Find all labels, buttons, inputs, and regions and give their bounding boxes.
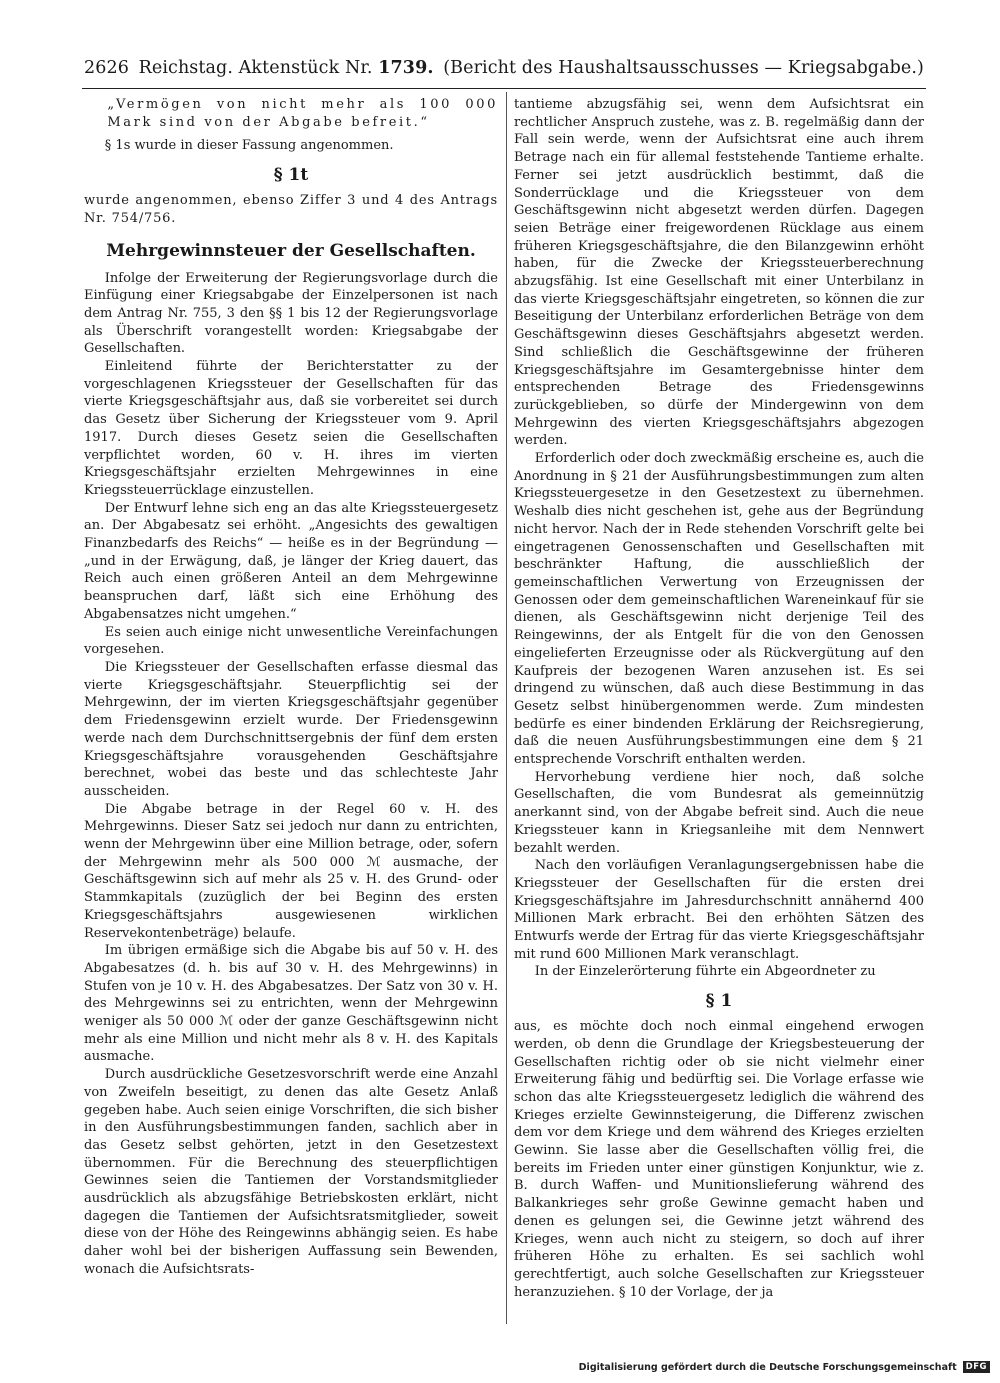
right-paragraph: Nach den vorläufigen Veranlagungsergebnissen habe die Kriegssteuer der Gesellschaften für die ersten drei Kriegsgeschäftsjahre im Jahresdurchschnitt annähernd 400 Millionen Mark erbracht. Bei den erhöhten Sätzen des Entwurfs werde der Ertrag für das vierte Kriegsgeschäftsjahr mit rund 600 Millionen Mark veranschlagt. xyxy=(514,858,924,962)
publication-label: Reichstag. Aktenstück Nr. xyxy=(138,58,373,78)
right-paragraph: tantieme abzugsfähig sei, wenn dem Aufsichtsrat ein rechtlicher Anspruch zustehe, was z. B. regelmäßig dann der Fall sein werde, wenn der Aufsichtsrat eine auch ihrem Betrage nach ein für allemal feststehende Tantieme erhalte. Ferner sei jetzt ausdrücklich bestimmt, daß die Sonderrücklage und die Kriegssteuer von dem Geschäftsgewinn nicht abgesetzt werden dürfen. Dagegen seien Beträge einer freigewordenen Rücklage aus einem früheren Kriegsgeschäftsjahre, die den Bilanzgewinn erhöht haben, für die Zwecke der Kriegssteuerberechnung abzugsfähig. Ist eine Gesellschaft mit einer Unterbilanz in das vierte Kriegsgeschäftsjahr eingetreten, so können die zur Beseitigung der Unterbilanz erforderlichen Beträge von dem Geschäftsgewinn dieses Geschäftsjahrs abgesetzt werden. Sind schließlich die Geschäftsgewinne der früheren Kriegsgeschäftsjahre im Gesamtergebnisse hinter dem entsprechenden Betrage des Friedensgewinns zurückgeblieben, so dürfe der Mindergewinn von dem Mehrgewinn des vierten Kriegsgeschäftsjahrs abgezogen werden. xyxy=(514,97,924,449)
footer-text: Digitalisierung gefördert durch die Deutsche Forschungsgemeinschaft xyxy=(578,1361,957,1373)
report-title: (Bericht des Haushaltsausschusses — Kriegsabgabe.) xyxy=(443,58,924,78)
paragraph-1t: wurde angenommen, ebenso Ziffer 3 und 4 des Antrags Nr. 754/756. xyxy=(84,193,498,226)
left-paragraph: Die Kriegssteuer der Gesellschaften erfasse diesmal das vierte Kriegsgeschäftsjahr. Steuerpflichtig sei der Mehrgewinn, der im vierten Kriegsgeschäftsjahr gegenüber dem Friedensgewinn erzielt wurde. Der Friedensgewinn werde nach dem Durchschnittsergebnis der fünf dem ersten Kriegsgeschäftsjahre vorausgehenden Geschäftsjahre berechnet, wobei das beste und das schlechteste Jahr ausscheiden. xyxy=(84,659,498,799)
left-column xyxy=(84,96,498,1279)
footer-credit xyxy=(579,1361,990,1373)
header-rule xyxy=(82,88,926,89)
document-number: 1739. xyxy=(378,58,434,78)
left-paragraph: Der Entwurf lehne sich eng an das alte Kriegssteuergesetz an. Der Abgabesatz sei erhöht. „Angesichts des gewaltigen Finanzbedarfs des Reichs“ — heiße es in der Begründung — „und in der Erwägung, daß, je länger der Krieg dauert, das Reich auch einen größeren Anteil an dem Mehrgewinne beanspruchen darf, läßt sich eine Erhöhung des Abgabensatzes nicht umgehen.“ xyxy=(84,500,498,622)
left-paragraph: Es seien auch einige nicht unwesentliche Vereinfachungen vorgesehen. xyxy=(84,624,498,658)
right-paragraph: Erforderlich oder doch zweckmäßig erscheine es, auch die Anordnung in § 21 der Ausführungsbestimmungen zum alten Kriegssteuergesetze in den Gesetzestext zu übernehmen. Weshalb dies nicht geschehen ist, gehe aus der Begründung nicht hervor. Nach der in Rede stehenden Vorschrift gelte bei eingetragenen Genossenschaften und Gesellschaften mit beschränkter Haftung, die ausschließlich der gemeinschaftlichen Verwertung von Erzeugnissen der Genossen oder dem gemeinschaftlichen Wareneinkauf für sie dienen, als Geschäftsgewinn nicht derjenige Teil des Reingewinns, der als Entgelt für die von den Genossen eingelieferten Erzeugnisse oder als Rückvergütung auf den Kaufpreis der bezogenen Waren anzusehen ist. Es sei dringend zu wünschen, daß auch diese Bestimmung in das Gesetz selbst hinübergenommen werde. Zum mindesten bedürfe es einer bindenden Erklärung der Reichsregierung, daß die neuen Ausführungsbestimmungen eine dem § 21 entsprechende Vorschrift enthalten werden. xyxy=(514,451,924,768)
right-paragraph: aus, es möchte doch noch einmal eingehend erwogen werden, ob denn die Grundlage der Kriegsbesteuerung der Gesellschaften richtig oder ob sie nicht vielmehr einer Erweiterung fähig und bedürftig sei. Die Vorlage erfasse wie schon das alte Kriegssteuergesetz lediglich die während des Krieges erzielte Gewinnsteigerung, die Differenz zwischen dem vor dem Kriege und dem während des Krieges erzielten Gewinn. Sie lasse aber die Gesellschaften völlig frei, die bereits im Frieden unter einer günstigen Konjunktur, wie z. B. durch Waffen- und Munitionslieferung während des Balkankrieges sehr große Gewinne gemacht haben und denen es gelungen sei, die Gewinne jetzt während des Krieges, wenn auch nicht zu steigern, so doch auf ihrer früheren Höhe zu erhalten. Es sei sachlich wohl gerechtfertigt, auch solche Gesellschaften zur Kriegssteuer heranzuziehen. § 10 der Vorlage, der ja xyxy=(514,1019,924,1300)
right-paragraph: Hervorhebung verdiene hier noch, daß solche Gesellschaften, die vom Bundesrat als gemeinnützig anerkannt sind, von der Abgabe befreit sind. Auch die neue Kriegssteuer kann in Kriegsanleihe mit dem Nennwert bezahlt werden. xyxy=(514,769,924,856)
left-paragraph: Infolge der Erweiterung der Regierungsvorlage durch die Einfügung einer Kriegsabgabe der Einzelpersonen ist nach dem Antrag Nr. 755, 3 den §§ 1 bis 12 der Regierungsvorlage als Überschrift vorangestellt worden: Kriegsabgabe der Gesellschaften. xyxy=(84,270,498,357)
left-paragraph: Durch ausdrückliche Gesetzesvorschrift werde eine Anzahl von Zweifeln beseitigt, zu denen das alte Gesetz Anlaß gegeben habe. Auch seien einige Vorschriften, die sich bisher in den Ausführungsbestimmungen fanden, sachlich aber in das Gesetz selbst gehörten, jetzt in den Gesetzestext übernommen. Für die Berechnung des steuerpflichtigen Gewinnes seien die Tantiemen der Vorstandsmitglieder ausdrücklich als abzugsfähige Betriebskosten erklärt, nicht dagegen die Tantiemen der Aufsichtsratsmitglieder, soweit diese von der Höhe des Reingewinns abhängig seien. Es habe daher wohl bei der bisherigen Auffassung sein Bewenden, wonach die Aufsichtsrats- xyxy=(84,1067,498,1277)
page-header xyxy=(84,58,924,86)
quote-paragraph: „Vermögen von nicht mehr als 100 000 Mark sind von der Abgabe befreit.“ xyxy=(107,97,498,130)
section-title: Mehrgewinnsteuer der Gesellschaften. xyxy=(106,240,476,261)
dfg-logo: DFG xyxy=(963,1361,990,1373)
paragraph-1s: § 1s wurde in dieser Fassung angenommen. xyxy=(104,138,394,154)
column-divider xyxy=(506,92,507,1324)
left-paragraph: Einleitend führte der Berichterstatter zu der vorgeschlagenen Kriegssteuer der Gesellschaften für das vierte Kriegsgeschäftsjahr aus, daß sie vorbereitet sei durch das Gesetz über Sicherung der Kriegssteuer vom 9. April 1917. Durch dieses Gesetz seien die Gesellschaften verpflichtet worden, 60 v. H. ihres im vierten Kriegsgeschäftsjahr erzielten Mehrgewinnes in eine Kriegssteuerrücklage einzustellen. xyxy=(84,359,498,498)
left-paragraph: Die Abgabe betrage in der Regel 60 v. H. des Mehrgewinns. Dieser Satz sei jedoch nur dann zu entrichten, wenn der Mehrgewinn über eine Million betrage, oder, sofern der Mehrgewinn mehr als 500 000 ℳ ausmache, der Geschäftsgewinn sich auf mehr als 25 v. H. des Grund- oder Stammkapitals (zuzüglich der bei Beginn des ersten Kriegsgeschäftsjahrs ausgewiesenen wirklichen Reservekontenbeträge) belaufe. xyxy=(84,801,498,941)
page-number: 2626 xyxy=(84,58,129,78)
right-paragraph: In der Einzelerörterung führte ein Abgeordneter zu xyxy=(534,964,876,980)
section-heading-1t: § 1t xyxy=(273,165,309,186)
left-paragraph: Im übrigen ermäßige sich die Abgabe bis auf 50 v. H. des Abgabesatzes (d. h. bis auf 30 v. H. des Mehrgewinns) in Stufen von je 10 v. H. des Abgabesatzes. Der Satz von 30 v. H. des Mehrgewinns sei zu entrichten, wenn der Mehrgewinn weniger als 50 000 ℳ oder der ganze Geschäftsgewinn nicht mehr als eine Million und nicht mehr als 8 v. H. des Kapitals ausmache. xyxy=(84,943,498,1065)
section-heading-1: § 1 xyxy=(705,991,733,1012)
publication-name xyxy=(139,58,434,78)
right-column xyxy=(514,96,924,1301)
